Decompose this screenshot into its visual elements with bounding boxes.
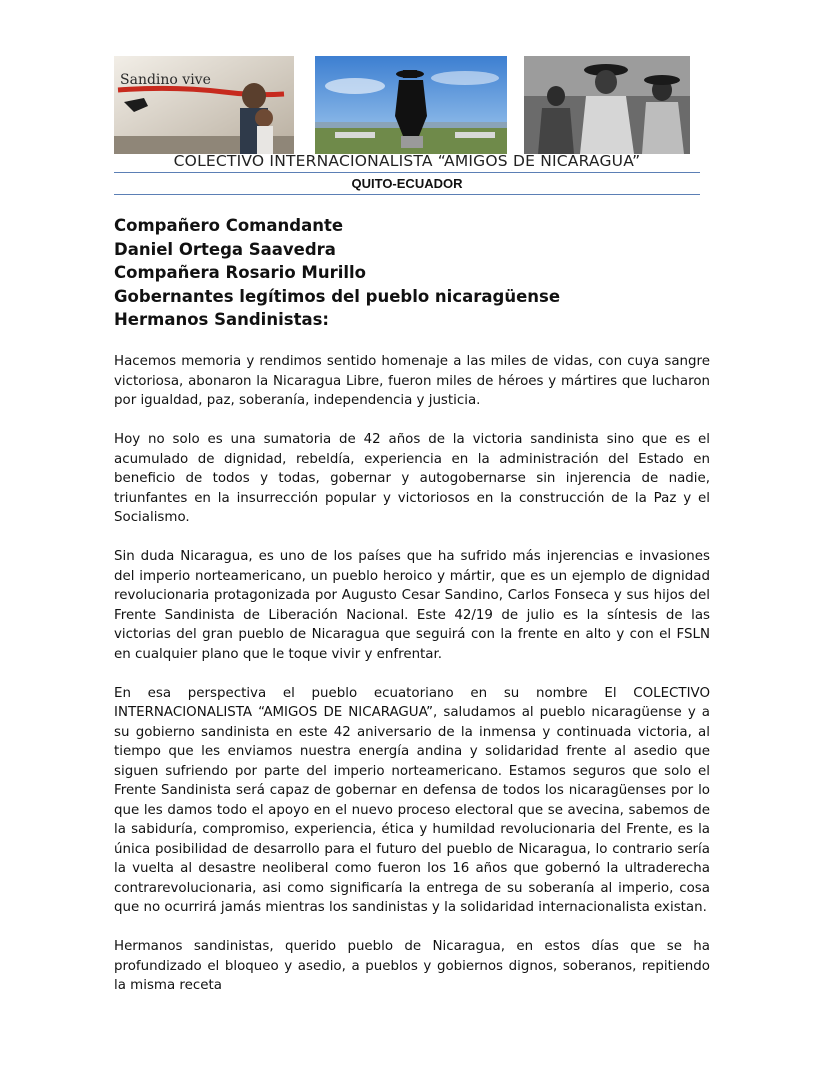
- letter-body: [114, 352, 710, 1015]
- salutation-line: Compañero Comandante: [114, 216, 344, 235]
- sandino-vive-mural-photo: [114, 56, 294, 154]
- body-paragraph: Hacemos memoria y rendimos sentido homenaje a las miles de vidas, con cuya sangre victoriosa, abonaron la Nicaragua Libre, fueron miles de héroes y mártires que lucharon por igualdad, paz, soberanía, independencia y justicia.: [114, 354, 710, 408]
- historic-sandinista-photo: [524, 56, 690, 154]
- mural-caption: Sandino vive: [120, 72, 211, 88]
- salutation-line: Hermanos Sandinistas:: [114, 310, 330, 330]
- header-divider-bottom: [114, 194, 700, 195]
- city-subtitle: QUITO-ECUADOR: [351, 176, 463, 191]
- sandino-silhouette-monument-photo: [315, 56, 507, 154]
- salutation-line: Daniel Ortega Saavedra: [114, 239, 336, 259]
- salutation-block: [114, 214, 714, 332]
- body-paragraph: En esa perspectiva el pueblo ecuatoriano en su nombre El COLECTIVO INTERNACIONALISTA “AMIGOS DE NICARAGUA”, saludamos al pueblo nicaragüense y a su gobierno sandinista en este 42 aniversario de la inmensa y continuada victoria, al tiempo que les enviamos nuestra energía andina y solidaridad frente al asedio que siguen sufriendo por parte del imperio norteamericano. Estamos seguros que solo el Frente Sandinista será capaz de gobernar en defensa de todos los nicaragüenses por lo que les damos todo el apoyo en el nuevo proceso electoral que se avecina, sabemos de la sabiduría, compromiso, experiencia, ética y humildad revolucionaria del Frente, es la única posibilidad de desarrollo para el futuro del pueblo de Nicaragua, lo contrario sería la vuelta al desastre neoliberal como fueron los 16 años que gobernó la ultraderecha contrarevolucionaria, asi como significaría la entrega de su soberanía al imperio, cosa que no ocurrirá jamás mientras los sandinistas y la solidaridad internacionalista existan.: [114, 685, 710, 915]
- organization-title: COLECTIVO INTERNACIONALISTA “AMIGOS DE NICARAGUA”: [173, 152, 641, 170]
- salutation-line: Gobernantes legítimos del pueblo nicaragüense: [114, 286, 561, 306]
- header-photo-strip: [114, 56, 694, 154]
- salutation-line: Compañera Rosario Murillo: [114, 263, 367, 283]
- body-paragraph: Hermanos sandinistas, querido pueblo de Nicaragua, en estos días que se ha profundizado el bloqueo y asedio, a pueblos y gobiernos dignos, soberanos, repitiendo la misma receta: [114, 939, 710, 993]
- header-divider-top: [114, 172, 700, 173]
- body-paragraph: Hoy no solo es una sumatoria de 42 años de la victoria sandinista sino que es el acumulado de dignidad, rebeldía, experiencia en la administración del Estado en beneficio de todos y todas, gobernar y autogobernarse sin injerencia de nadie, triunfantes en la insurrección popular y victoriosos en la construcción de la Paz y el Socialismo.: [114, 432, 710, 525]
- body-paragraph: Sin duda Nicaragua, es uno de los países que ha sufrido más injerencias e invasiones del imperio norteamericano, un pueblo heroico y mártir, que es un ejemplo de dignidad revolucionaria protagonizada por Augusto Cesar Sandino, Carlos Fonseca y sus hijos del Frente Sandinista de Liberación Nacional. Este 42/19 de julio es la síntesis de las victorias del gran pueblo de Nicaragua que seguirá con la frente en alto y con el FSLN en cualquier plano que le toque vivir y enfrentar.: [114, 549, 710, 662]
